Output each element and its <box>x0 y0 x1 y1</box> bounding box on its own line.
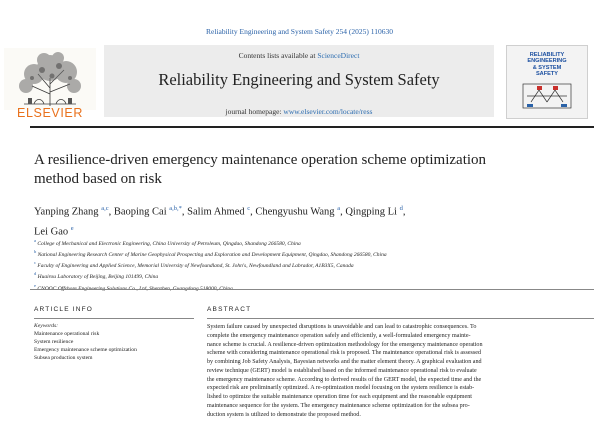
affiliation-marker: c <box>34 260 36 266</box>
author-name[interactable]: Lei Gao <box>34 226 69 237</box>
header-divider <box>30 126 594 128</box>
cover-title-line: & SYSTEM <box>532 64 562 71</box>
article-title <box>34 151 574 188</box>
author-name[interactable]: Chengyushu Wang <box>255 206 335 218</box>
author-affiliation-marker[interactable]: a,b,* <box>169 205 182 212</box>
affiliation-text: National Engineering Research Center of Marine Geophysical Prospecting and Exploration and Development Equipment, Qingdao, Shandong 266580, China <box>37 251 387 258</box>
author-affiliation-marker[interactable]: a,c <box>101 205 109 212</box>
journal-reference[interactable]: Reliability Engineering and System Safety 254 (2025) 110630 <box>206 27 393 36</box>
abstract-body <box>207 323 594 420</box>
affiliation-marker: b <box>34 249 37 255</box>
keywords-label: Keywords: <box>34 323 59 329</box>
affiliation-marker: a <box>34 238 36 243</box>
journal-homepage-link[interactable]: www.elsevier.com/locate/ress <box>283 107 373 116</box>
article-info-divider <box>34 318 194 319</box>
author-affiliation-marker[interactable]: c <box>247 205 251 212</box>
abstract-line: maintenance sequence for the system. The emergency maintenance scheme optimization for the subsea pro- <box>207 403 470 410</box>
author-affiliation-marker[interactable]: d <box>399 205 403 212</box>
affiliation-list <box>34 237 594 293</box>
affiliation-item <box>34 282 594 293</box>
article-info-heading: ARTICLE INFO <box>34 306 94 313</box>
cover-title-line: RELIABILITY <box>529 52 565 58</box>
author-name[interactable]: Qingping Li <box>345 206 397 218</box>
abstract-line: complete the emergency maintenance operation safely and efficiently, a well-formulated emergency mainte- <box>207 332 471 339</box>
cover-title-line: SAFETY <box>535 71 559 78</box>
author-list: Yanping Zhang $^{a,c}$, Baoping Cai $^{a,b,*}$, Salim Ahmed $^c$, Chengyushu Wang $^a$, Qingping Li $^d$, Lei Gao $^e$ <box>34 205 406 237</box>
abstract-divider <box>207 318 594 319</box>
keyword-item: Maintenance operational risk <box>34 330 100 337</box>
keyword-item: Subsea production system <box>34 354 93 361</box>
abstract-line: nance scheme is crucial. A resilience-driven optimization methodology for the emergency maintenance operation <box>207 341 483 348</box>
author-name[interactable]: Yanping Zhang <box>34 206 99 218</box>
affiliation-item <box>34 237 594 248</box>
cover-diagram-icon <box>517 80 577 112</box>
affiliation-text: Faculty of Engineering and Applied Science, Memorial University of Newfoundland, St. John's, Newfoundland and Labrador, A1B3X5, Canada <box>37 263 354 270</box>
cover-title <box>507 52 587 78</box>
abstract-heading: ABSTRACT <box>207 306 252 313</box>
abstract-line: duction system is utilized to demonstrate the proposed method. <box>207 411 361 418</box>
affiliation-text: College of Mechanical and Electronic Engineering, China University of Petroleum, Qingdao, Shandong 266580, China <box>37 240 301 247</box>
abstract-line: the emergency maintenance scheme. According to derived results of the GERT model, the expected time and the <box>207 376 482 383</box>
affiliation-item <box>34 248 594 259</box>
abstract-line: review technique (GERT) model is established based on the informed maintenance operational risk to evaluate <box>207 367 477 374</box>
author-name[interactable]: Baoping Cai <box>113 206 167 218</box>
abstract-line: expected risk are preliminarily optimized. A re-optimization model focusing on the system resilience is estab- <box>207 385 475 392</box>
contents-available-line <box>104 51 494 60</box>
keyword-item: Emergency maintenance scheme optimization <box>34 346 137 353</box>
affiliation-marker: e <box>34 282 36 288</box>
abstract-line: by combining Job Safety Analysis, Bayesian networks and the matter element theory. A graphical evaluation and <box>207 359 482 366</box>
abstract-line: lished to optimize the suitable maintenance operation time for each equipment and the reasonable equipment <box>207 394 472 401</box>
elsevier-wordmark[interactable]: ELSEVIER <box>17 106 83 120</box>
author-affiliation-marker[interactable]: a <box>337 205 341 212</box>
masthead-banner <box>104 45 494 117</box>
cover-title-line: ENGINEERING <box>527 58 567 65</box>
affiliation-marker: d <box>34 271 37 277</box>
article-title-line: method based on risk <box>34 170 162 187</box>
keyword-item: System resilience <box>34 338 74 345</box>
affiliation-item <box>34 270 594 281</box>
journal-title: Reliability Engineering and System Safety <box>158 70 440 89</box>
abstract-line: System failure caused by unexpected disruptions is unavoidable and can lead to catastrophic consequences. To <box>207 324 477 330</box>
homepage-prefix: journal homepage: <box>225 107 282 116</box>
contents-prefix: Contents lists available at <box>238 51 316 60</box>
author-affiliation-marker[interactable]: e <box>70 224 74 232</box>
article-title-line: A resilience-driven emergency maintenance operation scheme optimization <box>34 152 487 168</box>
abstract-line: scheme with considering maintenance operational risk is proposed. The maintenance operational risk is assessed <box>207 350 482 357</box>
sciencedirect-link[interactable]: ScienceDirect <box>317 51 360 60</box>
affiliation-item <box>34 259 594 270</box>
keywords-block <box>34 323 194 363</box>
author-name[interactable]: Salim Ahmed <box>187 206 245 218</box>
journal-homepage-line <box>104 107 494 116</box>
elsevier-tree-logo-icon <box>4 48 96 110</box>
journal-cover-thumbnail[interactable] <box>506 45 588 119</box>
affiliation-text: Huairou Laboratory of Beijing, Beijing 101499, China <box>37 274 159 281</box>
affiliation-divider <box>30 289 594 290</box>
journal-masthead <box>0 45 599 120</box>
